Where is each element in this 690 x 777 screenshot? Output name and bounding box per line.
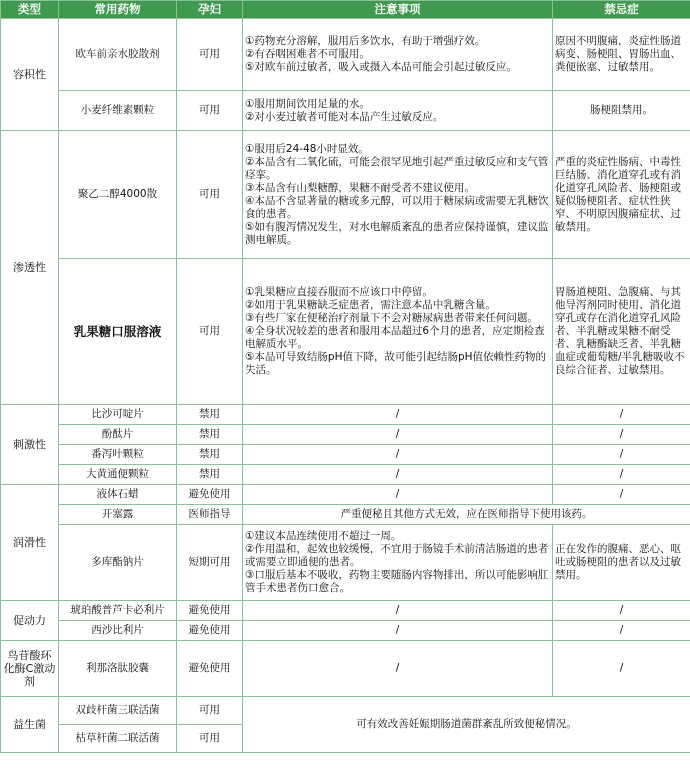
- note-line: ③口服后基本不吸收，药物主要随肠内容物排出，所以可能影响肛管手术患者伤口愈合。: [245, 569, 549, 594]
- probiotic-note-cell: 可有效改善妊娠期肠道菌群紊乱所致便秘情况。: [243, 697, 690, 753]
- drug-cell: 西沙比利片: [59, 621, 177, 641]
- pregnancy-cell: 避免使用: [177, 641, 243, 697]
- notes-cell: [243, 525, 553, 601]
- table-row: [1, 91, 690, 131]
- table-row: [1, 465, 690, 485]
- note-line: ②本品含有二氧化硫，可能会很罕见地引起严重过敏反应和支气管痉挛。: [245, 155, 549, 181]
- drug-cell: 乳果糖口服溶液: [59, 259, 177, 405]
- notes-cell: /: [243, 621, 553, 641]
- contra-cell: /: [553, 485, 690, 505]
- note-line: ①建议本品连续使用不超过一周。: [245, 530, 402, 542]
- notes-cell: [243, 259, 553, 405]
- table-row: [1, 445, 690, 465]
- type-cell: 刺激性: [1, 405, 59, 485]
- note-line: ②如用于乳果糖缺乏症患者，需注意本品中乳糖含量。: [245, 299, 496, 311]
- header-pregnancy: 孕妇: [177, 1, 243, 19]
- notes-cell: 严重便秘且其他方式无效，应在医师指导下使用该药。: [243, 505, 690, 525]
- contra-cell: /: [553, 641, 690, 697]
- table-row: [1, 601, 690, 621]
- notes-cell: /: [243, 641, 553, 697]
- contra-cell: /: [553, 465, 690, 485]
- table-row: [1, 697, 690, 725]
- pregnancy-cell: 短期可用: [177, 525, 243, 601]
- pregnancy-cell: 可用: [177, 131, 243, 259]
- note-line: ②作用温和，起效也较缓慢，不宜用于肠镜手术前清洁肠道的患者或需要立即通便的患者。: [245, 543, 549, 568]
- table-row: [1, 505, 690, 525]
- drug-cell: 枯草杆菌二联活菌: [59, 725, 177, 753]
- contra-cell: 原因不明腹痛，炎症性肠道病变、肠梗阻、胃肠出血、粪便嵌塞、过敏禁用。: [553, 19, 690, 91]
- notes-cell: /: [243, 445, 553, 465]
- drug-cell: 多库酯钠片: [59, 525, 177, 601]
- contra-cell: /: [553, 601, 690, 621]
- note-line: ⑤本品可导致结肠pH值下降，故可能引起结肠pH值依赖性药物的失活。: [245, 351, 547, 376]
- note-line: ⑤如有腹泻情况发生，对水电解质紊乱的患者应保持谨慎，建议监测电解质。: [245, 220, 549, 246]
- table-row: [1, 621, 690, 641]
- pregnancy-cell: 避免使用: [177, 485, 243, 505]
- note-line: ①服用期间饮用足量的水。: [245, 97, 370, 110]
- drug-cell: 聚乙二醇4000散: [59, 131, 177, 259]
- drug-cell: 番泻叶颗粒: [59, 445, 177, 465]
- pregnancy-cell: 避免使用: [177, 621, 243, 641]
- notes-cell: /: [243, 405, 553, 425]
- drug-cell: 利那洛肽胶囊: [59, 641, 177, 697]
- drug-cell: 双歧杆菌三联活菌: [59, 697, 177, 725]
- pregnancy-cell: 可用: [177, 697, 243, 725]
- note-line: ①服用后24-48小时显效。: [245, 142, 369, 155]
- drug-cell: 比沙可啶片: [59, 405, 177, 425]
- type-cell: 促动力: [1, 601, 59, 641]
- pregnancy-cell: 可用: [177, 259, 243, 405]
- note-line: ①药物充分溶解，服用后多饮水，有助于增强疗效。: [245, 35, 486, 47]
- table-row: [1, 641, 690, 697]
- table-row: [1, 425, 690, 445]
- header-type: 类型: [1, 1, 59, 19]
- contra-cell: /: [553, 425, 690, 445]
- contra-cell: 严重的炎症性肠病、中毒性巨结肠、消化道穿孔或有消化道穿孔风险者、肠梗阻或疑似肠梗阻者、症状性狭窄、不明原因腹痛症状、过敏禁用。: [553, 131, 690, 259]
- table-row: [1, 259, 690, 405]
- notes-cell: [243, 19, 553, 91]
- contra-cell: /: [553, 445, 690, 465]
- pregnancy-cell: 禁用: [177, 425, 243, 445]
- drug-cell: 小麦纤维素颗粒: [59, 91, 177, 131]
- type-cell: 鸟苷酸环化酶C激动剂: [1, 641, 59, 697]
- table-row: [1, 485, 690, 505]
- contra-cell: 胃肠道梗阻、急腹痛、与其他导泻剂同时使用、消化道穿孔或存在消化道穿孔风险者、半乳糖或果糖不耐受者、乳糖酶缺乏者、半乳糖血症或葡萄糖/半乳糖吸收不良综合征者、过敏禁用。: [553, 259, 690, 405]
- drug-cell: 大黄通便颗粒: [59, 465, 177, 485]
- contra-cell: /: [553, 405, 690, 425]
- header-contraindications: 禁忌症: [553, 1, 690, 19]
- drug-cell: 琥珀酸普芦卡必利片: [59, 601, 177, 621]
- pregnancy-cell: 可用: [177, 725, 243, 753]
- pregnancy-cell: 禁用: [177, 405, 243, 425]
- drug-cell: 液体石蜡: [59, 485, 177, 505]
- drug-cell: 酚酞片: [59, 425, 177, 445]
- notes-cell: /: [243, 601, 553, 621]
- pregnancy-cell: 避免使用: [177, 601, 243, 621]
- note-line: ④全身状况较差的患者和服用本品超过6个月的患者，应定期检查电解质水平。: [245, 325, 545, 350]
- pregnancy-cell: 禁用: [177, 445, 243, 465]
- contra-cell: 肠梗阻禁用。: [553, 91, 690, 131]
- table-row: [1, 131, 690, 259]
- notes-cell: [243, 131, 553, 259]
- type-cell: 益生菌: [1, 697, 59, 753]
- notes-cell: /: [243, 465, 553, 485]
- contra-cell: /: [553, 621, 690, 641]
- table-row: [1, 19, 690, 91]
- notes-cell: /: [243, 425, 553, 445]
- note-line: ⑤对欧车前过敏者，吸入或摄入本品可能会引起过敏反应。: [245, 61, 517, 73]
- header-notes: 注意事项: [243, 1, 553, 19]
- type-cell: 容积性: [1, 19, 59, 131]
- drug-cell: 欧车前亲水胶散剂: [59, 19, 177, 91]
- note-line: ①乳果糖应直接吞服而不应该口中停留。: [245, 286, 433, 298]
- pregnancy-cell: 可用: [177, 19, 243, 91]
- type-cell: 润滑性: [1, 485, 59, 601]
- note-line: ②有吞咽困难者不可服用。: [245, 48, 370, 60]
- drug-cell: 开塞露: [59, 505, 177, 525]
- note-line: ③本品含有山梨糖醇，果糖不耐受者不建议使用。: [245, 181, 475, 194]
- table-row: [1, 405, 690, 425]
- note-line: ③有些厂家在便秘治疗剂量下不会对糖尿病患者带来任何问题。: [245, 312, 538, 324]
- table-row: [1, 525, 690, 601]
- pregnancy-cell: 可用: [177, 91, 243, 131]
- notes-cell: [243, 91, 553, 131]
- note-line: ④本品不含显著量的糖或多元醇，可以用于糖尿病或需要无乳糖饮食的患者。: [245, 194, 549, 220]
- note-line: ②对小麦过敏者可能对本品产生过敏反应。: [245, 110, 444, 123]
- table-header-row: [1, 1, 690, 19]
- pregnancy-cell: 禁用: [177, 465, 243, 485]
- pregnancy-cell: 医师指导: [177, 505, 243, 525]
- type-cell: 渗透性: [1, 131, 59, 405]
- header-drug: 常用药物: [59, 1, 177, 19]
- contra-cell: 正在发作的腹痛、恶心、呕吐或肠梗阻的患者以及过敏禁用。: [553, 525, 690, 601]
- notes-cell: /: [243, 485, 553, 505]
